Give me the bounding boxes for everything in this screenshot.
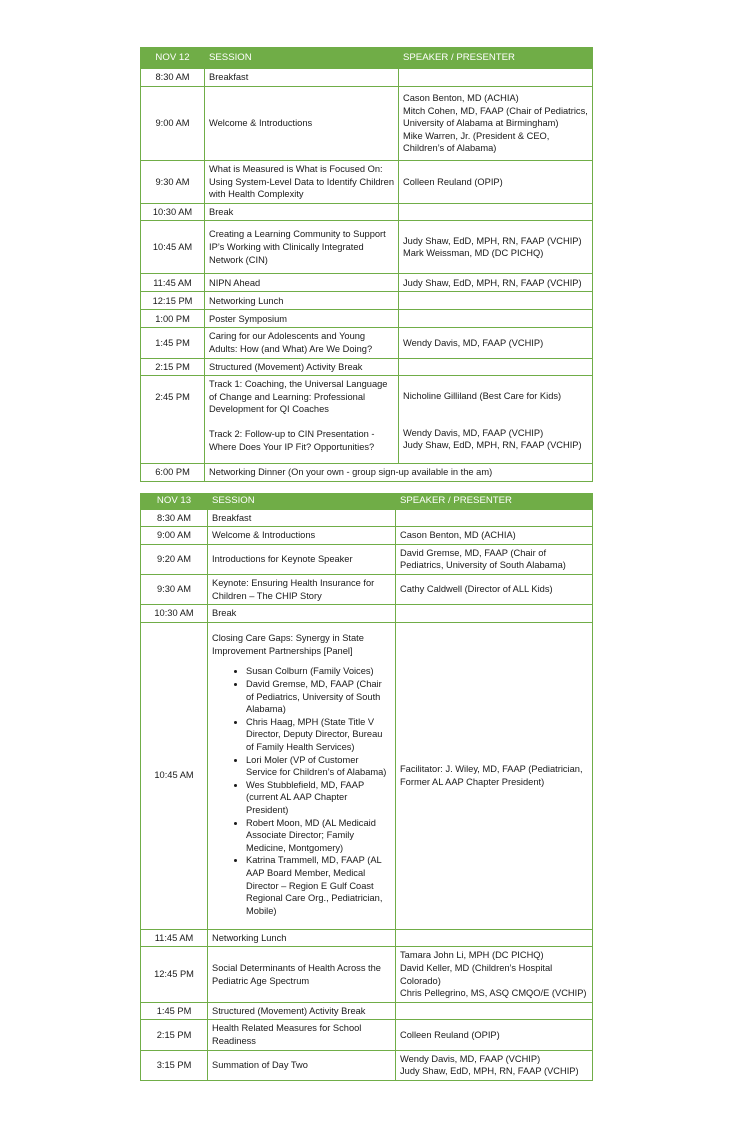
time-cell: 3:15 PM (141, 1050, 208, 1080)
speaker-cell (399, 203, 593, 221)
speaker-cell: Judy Shaw, EdD, MPH, RN, FAAP (VCHIP) Mark Weissman, MD (DC PICHQ) (399, 221, 593, 274)
session-cell (208, 622, 396, 929)
list-item: • Wes Stubblefield, MD, FAAP (current AL AAP Chapter President) (246, 779, 391, 817)
speaker-cell: Colleen Reuland (OPIP) (396, 1020, 593, 1050)
speaker-cell: Facilitator: J. Wiley, MD, FAAP (Pediatrician, Former AL AAP Chapter President) (396, 622, 593, 929)
session-cell: Breakfast (208, 509, 396, 527)
session-cell: Break (208, 605, 396, 623)
track1-speaker: Nicholine Gilliland (Best Care for Kids) (403, 391, 562, 402)
table-row (141, 87, 593, 161)
session-cell: Health Related Measures for School Readiness (208, 1020, 396, 1050)
table-row (141, 274, 593, 292)
speaker-cell (399, 310, 593, 328)
speaker-header: SPEAKER / PRESENTER (396, 494, 593, 510)
speaker-cell: Cason Benton, MD (ACHIA) Mitch Cohen, MD, FAAP (Chair of Pediatrics, University of Alabama at Birmingham) Mike Warren, Jr. (President & CEO, Children’s of Alabama) (399, 87, 593, 161)
session-cell: Welcome & Introductions (205, 87, 399, 161)
nov12-schedule-table (140, 47, 593, 482)
session-header: SESSION (208, 494, 396, 510)
time-cell: 10:45 AM (141, 221, 205, 274)
list-item: • Robert Moon, MD (AL Medicaid Associate Director; Family Medicine, Montgomery) (246, 817, 391, 855)
speaker-cell: Wendy Davis, MD, FAAP (VCHIP) (399, 328, 593, 358)
session-cell: Networking Dinner (On your own - group sign-up available in the am) (205, 464, 593, 482)
time-cell: 9:20 AM (141, 544, 208, 574)
speaker-cell: David Gremse, MD, FAAP (Chair of Pediatrics, University of South Alabama) (396, 544, 593, 574)
session-cell: Networking Lunch (205, 292, 399, 310)
table-row-panel (141, 622, 593, 929)
time-cell: 8:30 AM (141, 509, 208, 527)
speaker-cell: Cathy Caldwell (Director of ALL Kids) (396, 574, 593, 604)
track1-session: Track 1: Coaching, the Universal Language of Change and Learning: Professional Development for QI Coaches (209, 379, 388, 415)
speaker-cell: Tamara John Li, MPH (DC PICHQ) David Keller, MD (Children’s Hospital Colorado) Chris Pellegrino, MS, ASQ CMQO/E (VCHIP) (396, 947, 593, 1002)
table-header-row (141, 48, 593, 69)
table-row (141, 509, 593, 527)
table-row-tracks (141, 376, 593, 464)
time-cell: 11:45 AM (141, 274, 205, 292)
table-row (141, 464, 593, 482)
session-cell: Caring for our Adolescents and Young Adults: How (and What) Are We Doing? (205, 328, 399, 358)
time-cell: 9:30 AM (141, 574, 208, 604)
table-row (141, 221, 593, 274)
track-spacer (209, 416, 394, 428)
table-row (141, 544, 593, 574)
table-row (141, 161, 593, 204)
session-cell: Welcome & Introductions (208, 527, 396, 545)
table-row (141, 1020, 593, 1050)
time-cell: 6:00 PM (141, 464, 205, 482)
session-cell: Introductions for Keynote Speaker (208, 544, 396, 574)
session-cell: Keynote: Ensuring Health Insurance for Children – The CHIP Story (208, 574, 396, 604)
time-cell: 1:45 PM (141, 1002, 208, 1020)
session-cell: Structured (Movement) Activity Break (208, 1002, 396, 1020)
speaker-cell: Judy Shaw, EdD, MPH, RN, FAAP (VCHIP) (399, 274, 593, 292)
session-cell: Creating a Learning Community to Support IP’s Working with Clinically Integrated Network (CIN) (205, 221, 399, 274)
speaker-cell (399, 69, 593, 87)
time-cell: 2:15 PM (141, 1020, 208, 1050)
time-cell: 10:30 AM (141, 203, 205, 221)
time-cell: 10:45 AM (141, 622, 208, 929)
time-cell: 9:00 AM (141, 87, 205, 161)
time-cell: 2:15 PM (141, 358, 205, 376)
table-row (141, 605, 593, 623)
speaker-cell (396, 929, 593, 947)
list-item: • Chris Haag, MPH (State Title V Director, Deputy Director, Bureau of Family Health Services) (246, 716, 391, 754)
table-row (141, 947, 593, 1002)
session-cell: Breakfast (205, 69, 399, 87)
session-cell: Summation of Day Two (208, 1050, 396, 1080)
table-row (141, 358, 593, 376)
time-cell: 9:30 AM (141, 161, 205, 204)
table-row (141, 574, 593, 604)
speaker-cell (399, 376, 593, 464)
speaker-cell: Wendy Davis, MD, FAAP (VCHIP) Judy Shaw, EdD, MPH, RN, FAAP (VCHIP) (396, 1050, 593, 1080)
track2-session: Track 2: Follow-up to CIN Presentation - Where Does Your IP Fit? Opportunities? (209, 428, 375, 452)
panelist-list (212, 665, 391, 917)
table-row (141, 1002, 593, 1020)
speaker-cell (399, 292, 593, 310)
table-row (141, 527, 593, 545)
track2-speaker: Wendy Davis, MD, FAAP (VCHIP) Judy Shaw, EdD, MPH, RN, FAAP (VCHIP) (403, 427, 582, 451)
table-row (141, 69, 593, 87)
list-item: • David Gremse, MD, FAAP (Chair of Pediatrics, University of South Alabama) (246, 678, 391, 716)
speaker-cell: Colleen Reuland (OPIP) (399, 161, 593, 204)
session-header: SESSION (205, 48, 399, 69)
session-cell: Networking Lunch (208, 929, 396, 947)
time-cell: 2:45 PM (141, 376, 205, 464)
speaker-cell (396, 509, 593, 527)
speaker-cell (396, 605, 593, 623)
session-cell: Structured (Movement) Activity Break (205, 358, 399, 376)
time-cell: 12:45 PM (141, 947, 208, 1002)
session-cell: What is Measured is What is Focused On: Using System-Level Data to Identify Children with Health Complexity (205, 161, 399, 204)
speaker-cell (399, 358, 593, 376)
session-cell: Break (205, 203, 399, 221)
table-row (141, 310, 593, 328)
time-cell: 8:30 AM (141, 69, 205, 87)
time-cell: 11:45 AM (141, 929, 208, 947)
nov13-schedule-table (140, 493, 593, 1081)
table-row (141, 1050, 593, 1080)
list-item: • Lori Moler (VP of Customer Service for Children’s of Alabama) (246, 754, 391, 779)
speaker-cell: Cason Benton, MD (ACHIA) (396, 527, 593, 545)
list-item: • Susan Colburn (Family Voices) (246, 665, 391, 678)
speaker-header: SPEAKER / PRESENTER (399, 48, 593, 69)
table-row (141, 929, 593, 947)
list-item: • Katrina Trammell, MD, FAAP (AL AAP Board Member, Medical Director – Region E Gulf Coast Regional Care Org., Pediatrician, Mobile) (246, 854, 391, 917)
session-cell: Poster Symposium (205, 310, 399, 328)
time-cell: 10:30 AM (141, 605, 208, 623)
time-cell: 1:00 PM (141, 310, 205, 328)
session-cell (205, 376, 399, 464)
date-header: NOV 12 (141, 48, 205, 69)
time-cell: 9:00 AM (141, 527, 208, 545)
table-header-row (141, 494, 593, 510)
panel-title: Closing Care Gaps: Synergy in State Improvement Partnerships [Panel] (212, 633, 364, 656)
time-cell: 1:45 PM (141, 328, 205, 358)
session-cell: Social Determinants of Health Across the Pediatric Age Spectrum (208, 947, 396, 1002)
speaker-cell (396, 1002, 593, 1020)
date-header: NOV 13 (141, 494, 208, 510)
table-row (141, 203, 593, 221)
session-cell: NIPN Ahead (205, 274, 399, 292)
time-cell: 12:15 PM (141, 292, 205, 310)
table-row (141, 292, 593, 310)
table-row (141, 328, 593, 358)
